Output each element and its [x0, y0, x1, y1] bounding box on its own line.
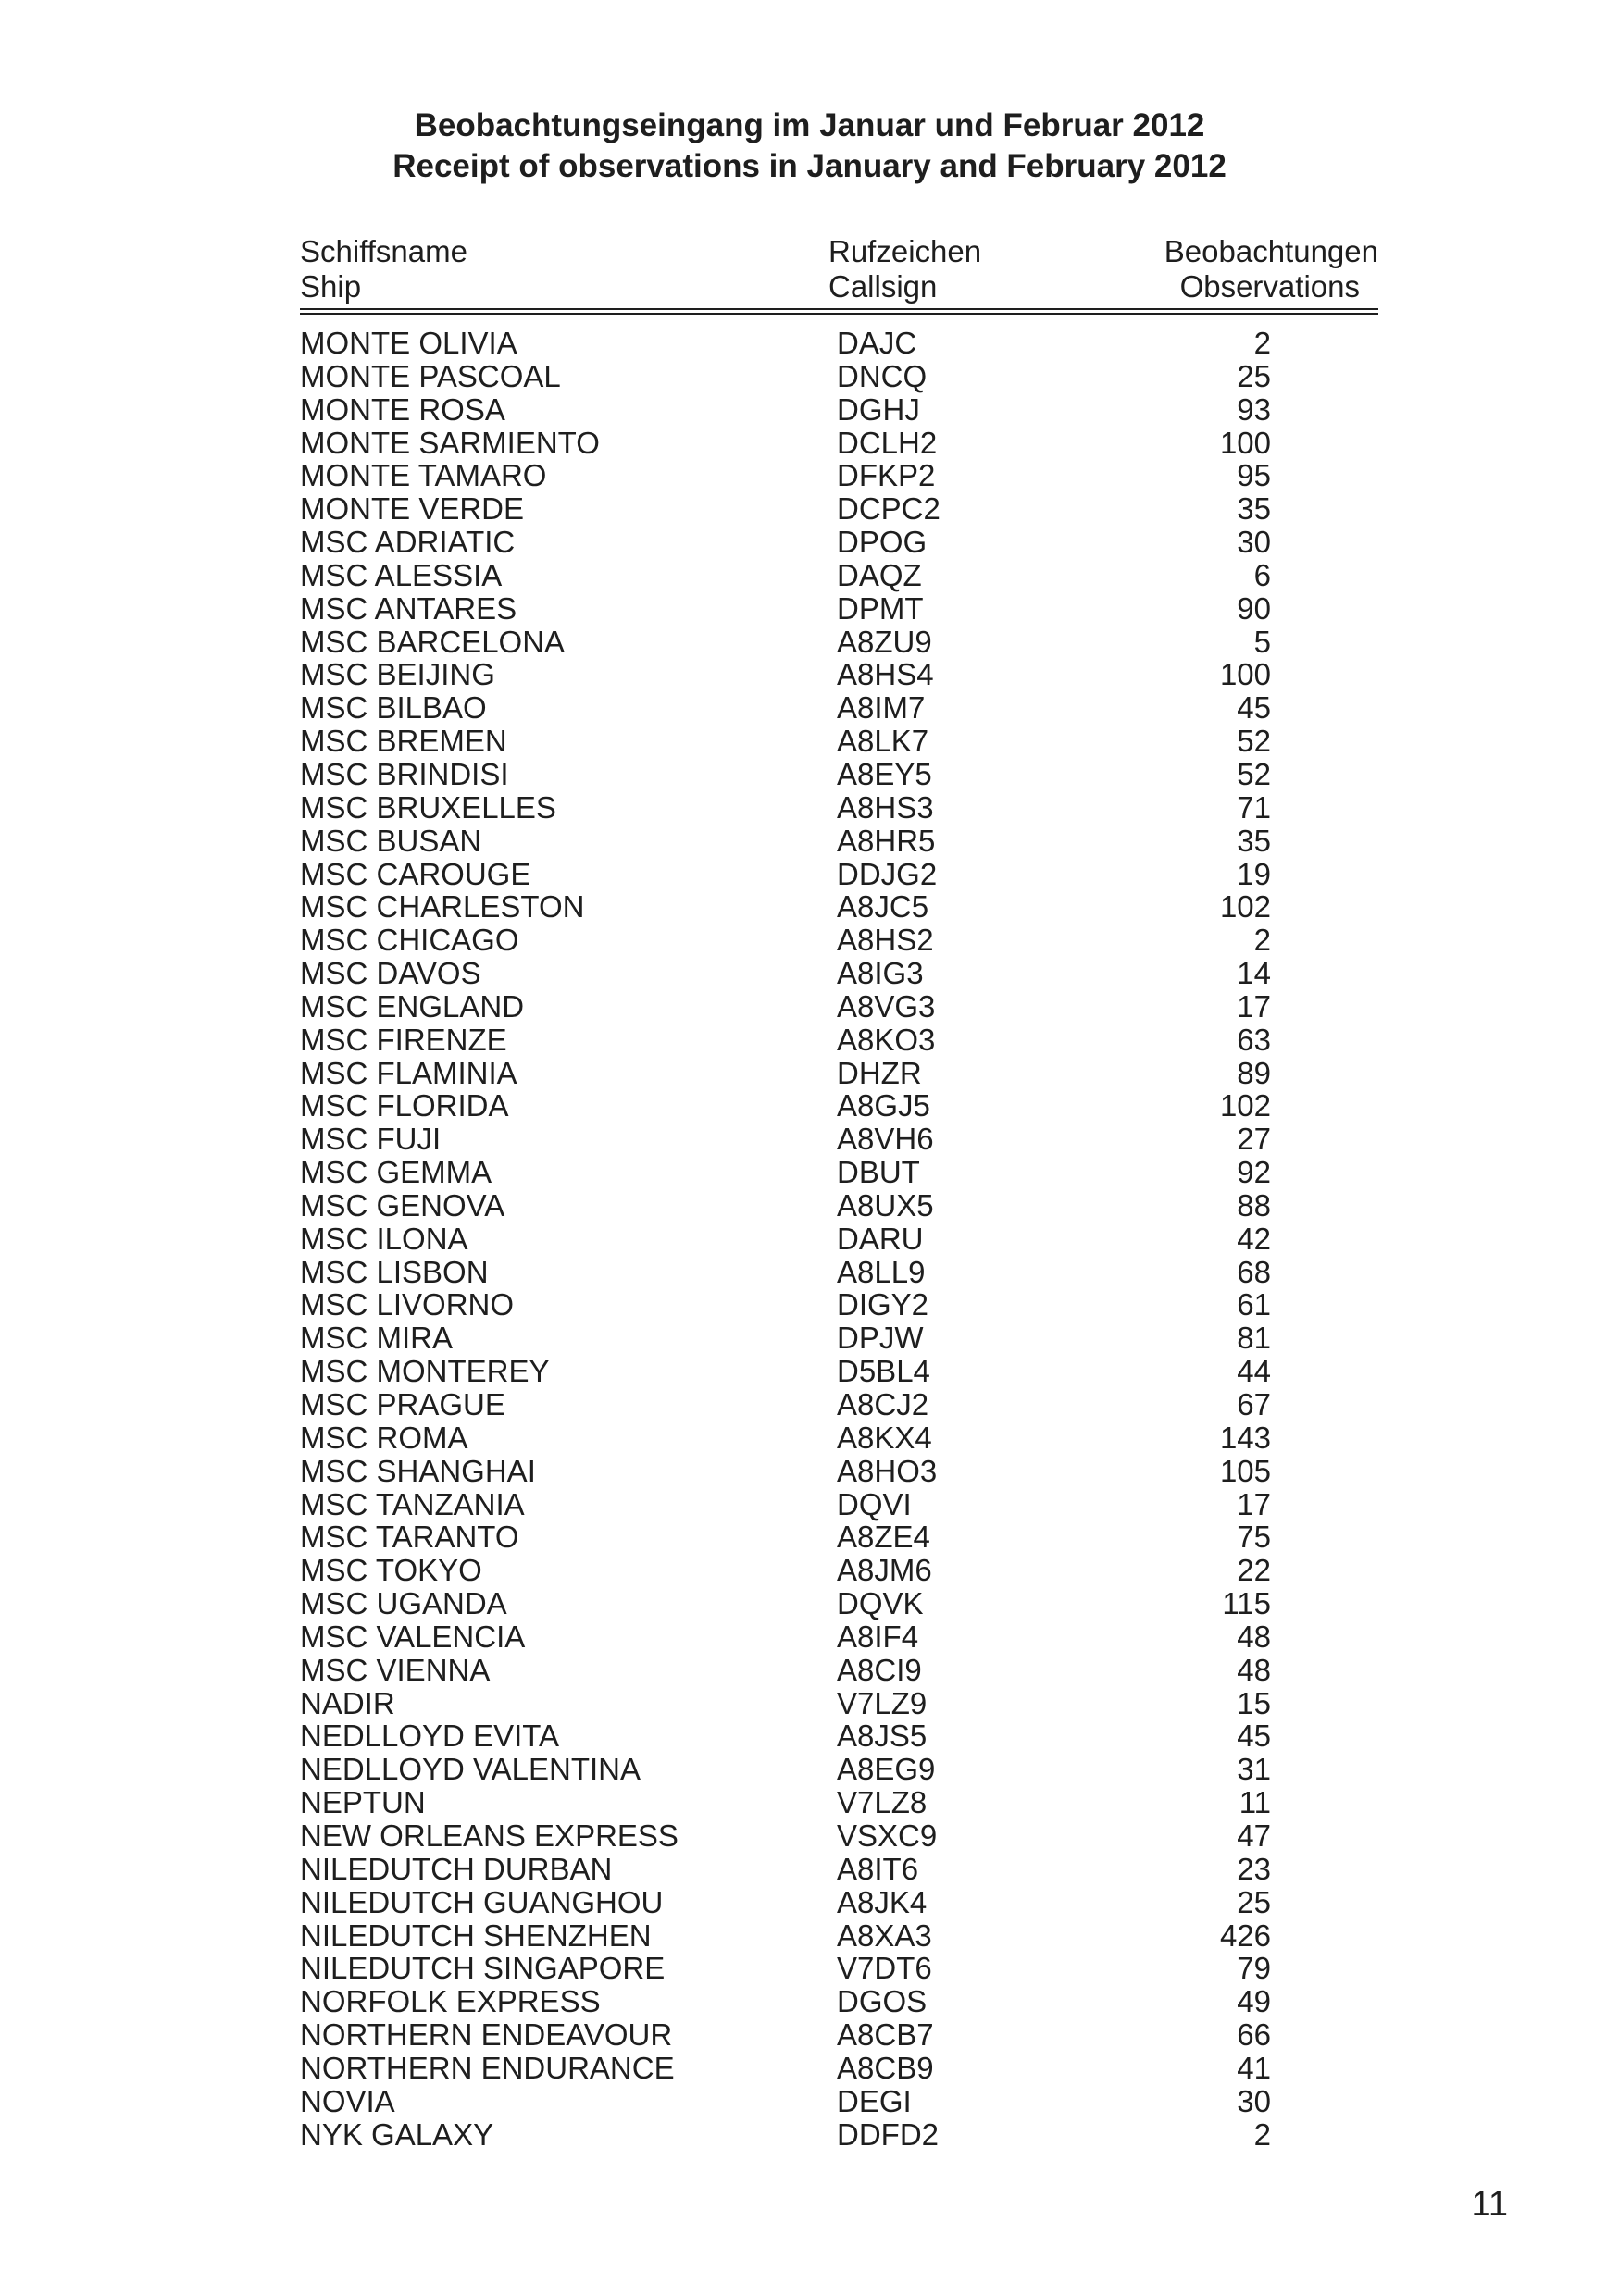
observation-count: 95 [1237, 458, 1271, 493]
ship-name: MONTE OLIVIA [300, 326, 517, 360]
ship-name: MSC BARCELONA [300, 624, 566, 659]
table-row [0, 725, 1619, 758]
callsign: DAJC [837, 326, 917, 360]
ship-name: MSC LISBON [300, 1254, 489, 1289]
callsign: VSXC9 [837, 1818, 938, 1853]
observation-count: 105 [1219, 1453, 1271, 1488]
callsign: A8JC5 [837, 889, 929, 925]
callsign: A8IT6 [837, 1851, 919, 1886]
table-row [0, 924, 1619, 957]
callsign: A8CB9 [837, 2050, 934, 2085]
observation-count: 2 [1253, 923, 1271, 958]
observation-count: 92 [1237, 1155, 1271, 1190]
observation-count: 100 [1219, 657, 1271, 692]
ship-name: MSC FIRENZE [300, 1022, 507, 1057]
ship-name: MSC CHICAGO [300, 923, 519, 958]
ship-name: NORTHERN ENDURANCE [300, 2050, 675, 2085]
table-row [0, 990, 1619, 1024]
observation-count: 22 [1237, 1553, 1271, 1588]
observation-count: 48 [1237, 1619, 1271, 1654]
table-row [0, 1189, 1619, 1222]
observation-count: 63 [1237, 1022, 1271, 1057]
observation-count: 5 [1253, 624, 1271, 659]
table-row [0, 1388, 1619, 1421]
callsign: A8ZU9 [837, 624, 932, 659]
ship-name: MSC CHARLESTON [300, 889, 585, 925]
ship-name: MSC SHANGHAI [300, 1453, 536, 1488]
table-row [0, 526, 1619, 559]
table-row [0, 858, 1619, 891]
column-header-ship-german: Schiffsname [300, 234, 467, 268]
callsign: DHZR [837, 1055, 922, 1090]
ship-name: NILEDUTCH SINGAPORE [300, 1951, 666, 1986]
table-row [0, 427, 1619, 460]
observation-count: 67 [1237, 1387, 1271, 1421]
callsign: V7DT6 [837, 1951, 932, 1986]
ship-name: MSC BRUXELLES [300, 789, 556, 825]
ship-name: MSC FLORIDA [300, 1088, 509, 1123]
ship-name: MSC TARANTO [300, 1520, 519, 1555]
callsign: A8LK7 [837, 724, 929, 759]
observation-count: 102 [1219, 1088, 1271, 1123]
header-rule-top [300, 308, 1378, 310]
table-row [0, 1719, 1619, 1753]
callsign: DCLH2 [837, 425, 938, 460]
ship-name: NILEDUTCH SHENZHEN [300, 1917, 652, 1953]
callsign: A8CI9 [837, 1652, 922, 1687]
ship-name: MSC ALESSIA [300, 557, 503, 592]
ship-name: MSC UGANDA [300, 1586, 507, 1621]
ship-name: MSC TOKYO [300, 1553, 482, 1588]
callsign: A8HS4 [837, 657, 934, 692]
observation-count: 11 [1239, 1785, 1271, 1820]
callsign: A8CB7 [837, 2017, 934, 2053]
ship-name: NEDLLOYD EVITA [300, 1719, 559, 1754]
observation-count: 6 [1253, 557, 1271, 592]
observation-count: 45 [1237, 690, 1271, 726]
table-row [0, 2052, 1619, 2085]
ship-name: MSC BREMEN [300, 724, 507, 759]
table-row [0, 1919, 1619, 1953]
column-header-observations-english: Observations [1179, 269, 1360, 304]
observation-count: 61 [1237, 1287, 1271, 1322]
table-row [0, 1288, 1619, 1322]
callsign: D5BL4 [837, 1354, 930, 1389]
ship-name: NEDLLOYD VALENTINA [300, 1752, 641, 1787]
callsign: A8IM7 [837, 690, 926, 726]
table-row [0, 393, 1619, 427]
ship-name: MSC MIRA [300, 1321, 453, 1356]
callsign: DNCQ [837, 358, 928, 393]
observation-count: 27 [1237, 1122, 1271, 1157]
ship-name: NORTHERN ENDEAVOUR [300, 2017, 673, 2053]
table-row [0, 1554, 1619, 1587]
table-row [0, 1089, 1619, 1123]
observation-count: 23 [1237, 1851, 1271, 1886]
ship-name: MSC CAROUGE [300, 856, 531, 891]
table-row [0, 1753, 1619, 1786]
ship-name: MONTE VERDE [300, 491, 525, 527]
observation-count: 79 [1237, 1951, 1271, 1986]
callsign: A8EG9 [837, 1752, 936, 1787]
callsign: A8HS2 [837, 923, 934, 958]
table-row [0, 360, 1619, 393]
table-row [0, 1786, 1619, 1819]
observation-count: 49 [1237, 1984, 1271, 2019]
callsign: A8KX4 [837, 1420, 932, 1455]
callsign: A8JK4 [837, 1884, 928, 1919]
table-row [0, 1687, 1619, 1720]
callsign: DCPC2 [837, 491, 940, 527]
callsign: DDJG2 [837, 856, 938, 891]
observation-count: 19 [1237, 856, 1271, 891]
table-row [0, 1222, 1619, 1256]
observation-count: 15 [1237, 1685, 1271, 1720]
callsign: A8VG3 [837, 988, 936, 1024]
observation-count: 2 [1253, 2116, 1271, 2152]
table-row [0, 1421, 1619, 1455]
observation-count: 25 [1237, 1884, 1271, 1919]
column-header-ship-english: Ship [300, 269, 362, 304]
observation-count: 48 [1237, 1652, 1271, 1687]
callsign: DFKP2 [837, 458, 936, 493]
observation-count: 81 [1237, 1321, 1271, 1356]
ship-name: MSC ILONA [300, 1221, 468, 1256]
observation-count: 35 [1237, 491, 1271, 527]
callsign: A8XA3 [837, 1917, 932, 1953]
ship-name: MSC BRINDISI [300, 756, 509, 791]
table-row [0, 1587, 1619, 1620]
ship-name: MSC GEMMA [300, 1155, 492, 1190]
ship-name: MSC BEIJING [300, 657, 495, 692]
column-header-callsign-english: Callsign [828, 269, 938, 304]
ship-name: MSC VIENNA [300, 1652, 491, 1687]
table-row [0, 890, 1619, 924]
ship-name: NOVIA [300, 2083, 395, 2118]
callsign: DDFD2 [837, 2116, 940, 2152]
table-row [0, 791, 1619, 825]
table-row [0, 658, 1619, 691]
ship-name: MSC PRAGUE [300, 1387, 505, 1421]
table-row [0, 1819, 1619, 1853]
ship-name: MSC FUJI [300, 1122, 442, 1157]
table-row [0, 1853, 1619, 1886]
table-row [0, 2018, 1619, 2052]
callsign: A8HS3 [837, 789, 934, 825]
callsign: V7LZ8 [837, 1785, 928, 1820]
callsign: A8HO3 [837, 1453, 938, 1488]
observation-count: 90 [1237, 590, 1271, 626]
ship-name: MSC BUSAN [300, 823, 482, 858]
callsign: DARU [837, 1221, 924, 1256]
observation-count: 47 [1237, 1818, 1271, 1853]
callsign: A8LL9 [837, 1254, 926, 1289]
callsign: A8UX5 [837, 1187, 934, 1222]
table-row [0, 1256, 1619, 1289]
callsign: DBUT [837, 1155, 920, 1190]
table-row [0, 1654, 1619, 1687]
observation-count: 93 [1237, 391, 1271, 427]
callsign: V7LZ9 [837, 1685, 928, 1720]
callsign: A8JS5 [837, 1719, 928, 1754]
callsign: DPJW [837, 1321, 924, 1356]
observation-count: 100 [1219, 425, 1271, 460]
table-row [0, 1886, 1619, 1919]
ship-name: MSC VALENCIA [300, 1619, 526, 1654]
callsign: DGOS [837, 1984, 928, 2019]
table-row [0, 691, 1619, 725]
table-row [0, 327, 1619, 360]
callsign: DQVK [837, 1586, 924, 1621]
table-row [0, 592, 1619, 626]
ship-name: MSC BILBAO [300, 690, 487, 726]
ship-name: NILEDUTCH GUANGHOU [300, 1884, 664, 1919]
page-title-german: Beobachtungseingang im Januar und Februar 2012 [414, 107, 1205, 143]
page-title-english: Receipt of observations in January and February 2012 [392, 148, 1227, 184]
callsign: A8IF4 [837, 1619, 919, 1654]
table-row [0, 1455, 1619, 1488]
callsign: A8JM6 [837, 1553, 932, 1588]
ship-name: NEW ORLEANS EXPRESS [300, 1818, 679, 1853]
ship-name: MONTE TAMARO [300, 458, 547, 493]
page-number: 11 [1471, 2185, 1508, 2224]
observation-count: 52 [1237, 724, 1271, 759]
column-header-callsign-german: Rufzeichen [828, 234, 982, 268]
observation-count: 41 [1237, 2050, 1271, 2085]
callsign: A8HR5 [837, 823, 936, 858]
callsign: A8IG3 [837, 956, 924, 991]
observation-count: 17 [1237, 988, 1271, 1024]
ship-name: MONTE ROSA [300, 391, 505, 427]
callsign: DPOG [837, 525, 928, 560]
observation-count: 115 [1222, 1586, 1271, 1621]
observation-count: 35 [1237, 823, 1271, 858]
observation-count: 17 [1237, 1486, 1271, 1521]
callsign: A8CJ2 [837, 1387, 929, 1421]
table-row [0, 1520, 1619, 1554]
ship-name: MSC ANTARES [300, 590, 517, 626]
callsign: DQVI [837, 1486, 912, 1521]
column-header-observations-german: Beobachtungen [1164, 234, 1378, 268]
table-row [0, 1952, 1619, 1985]
ship-name: MSC ENGLAND [300, 988, 525, 1024]
observation-count: 75 [1237, 1520, 1271, 1555]
table-row [0, 1620, 1619, 1654]
ship-name: MONTE PASCOAL [300, 358, 561, 393]
callsign: A8EY5 [837, 756, 932, 791]
table-row [0, 825, 1619, 858]
table-row [0, 1355, 1619, 1388]
ship-name: MSC ROMA [300, 1420, 468, 1455]
callsign: DAQZ [837, 557, 922, 592]
observation-count: 42 [1237, 1221, 1271, 1256]
table-row [0, 758, 1619, 791]
ship-name: MSC GENOVA [300, 1187, 505, 1222]
table-row [0, 559, 1619, 592]
observation-count: 66 [1237, 2017, 1271, 2053]
observation-count: 44 [1237, 1354, 1271, 1389]
observation-count: 14 [1237, 956, 1271, 991]
observation-table [0, 327, 1619, 2151]
callsign: DGHJ [837, 391, 920, 427]
observation-count: 2 [1253, 326, 1271, 360]
observation-count: 30 [1237, 2083, 1271, 2118]
table-row [0, 1322, 1619, 1355]
ship-name: MSC DAVOS [300, 956, 481, 991]
table-row [0, 459, 1619, 492]
observation-count: 31 [1237, 1752, 1271, 1787]
ship-name: NILEDUTCH DURBAN [300, 1851, 613, 1886]
callsign: A8KO3 [837, 1022, 936, 1057]
table-row [0, 957, 1619, 990]
ship-name: MSC FLAMINIA [300, 1055, 517, 1090]
observation-count: 88 [1237, 1187, 1271, 1222]
callsign: A8GJ5 [837, 1088, 930, 1123]
table-row [0, 1985, 1619, 2018]
table-row [0, 1057, 1619, 1090]
observation-count: 102 [1219, 889, 1271, 925]
ship-name: NADIR [300, 1685, 395, 1720]
callsign: DEGI [837, 2083, 912, 2118]
table-row [0, 1024, 1619, 1057]
observation-count: 52 [1237, 756, 1271, 791]
callsign: DIGY2 [837, 1287, 929, 1322]
table-row [0, 2118, 1619, 2152]
table-row [0, 1123, 1619, 1156]
callsign: A8VH6 [837, 1122, 934, 1157]
ship-name: NORFOLK EXPRESS [300, 1984, 601, 2019]
observation-count: 30 [1237, 525, 1271, 560]
ship-name: MSC TANZANIA [300, 1486, 525, 1521]
observation-count: 45 [1237, 1719, 1271, 1754]
ship-name: MSC ADRIATIC [300, 525, 516, 560]
observation-count: 143 [1219, 1420, 1271, 1455]
table-row [0, 1156, 1619, 1189]
ship-name: MSC MONTEREY [300, 1354, 550, 1389]
observation-count: 89 [1237, 1055, 1271, 1090]
ship-name: NYK GALAXY [300, 2116, 494, 2152]
observation-count: 25 [1237, 358, 1271, 393]
table-row [0, 2085, 1619, 2118]
table-row [0, 492, 1619, 526]
table-row [0, 1488, 1619, 1521]
observation-count: 71 [1237, 789, 1271, 825]
ship-name: NEPTUN [300, 1785, 426, 1820]
observation-count: 68 [1237, 1254, 1271, 1289]
callsign: DPMT [837, 590, 924, 626]
table-row [0, 626, 1619, 659]
callsign: A8ZE4 [837, 1520, 930, 1555]
ship-name: MSC LIVORNO [300, 1287, 515, 1322]
ship-name: MONTE SARMIENTO [300, 425, 600, 460]
header-rule-bottom [300, 313, 1378, 315]
observation-count: 426 [1219, 1917, 1271, 1953]
